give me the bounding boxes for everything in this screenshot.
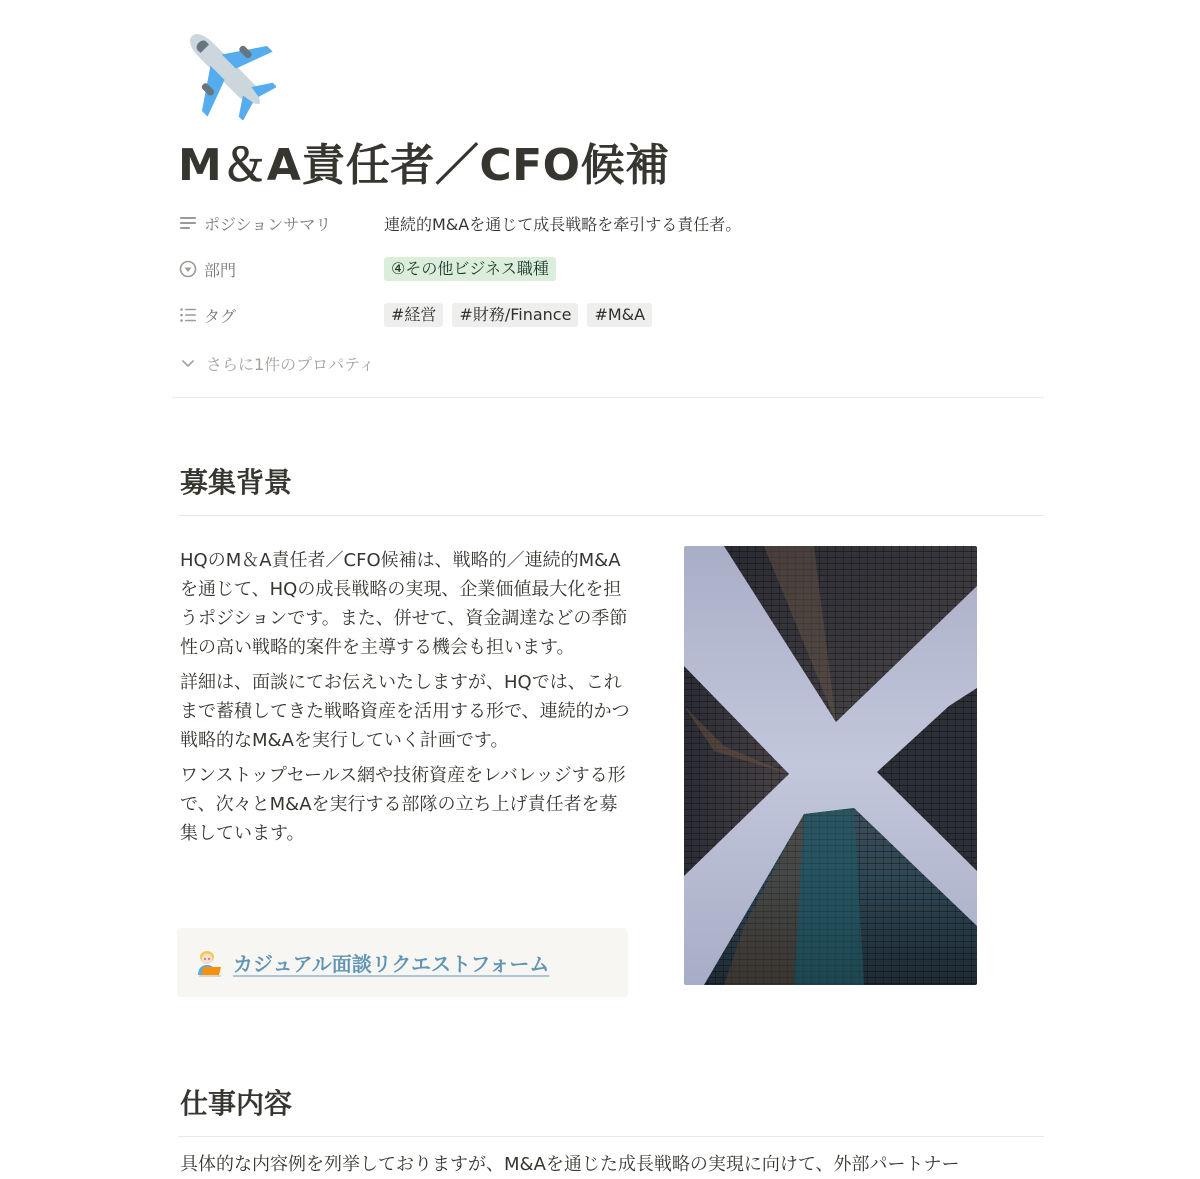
property-label[interactable] [178, 298, 378, 332]
paragraph[interactable]: ワンストップセールス網や技術資産をレバレッジする形で、次々とM&Aを実行する部隊の立ち上げ責任者を募集しています。 [180, 765, 626, 844]
skyscrapers-photo[interactable] [684, 546, 977, 985]
property-value[interactable] [384, 252, 556, 286]
section-heading-background[interactable]: 募集背景 [180, 466, 293, 499]
paragraph[interactable]: 具体的な内容例を列挙しておりますが、M&Aを通じた成長戦略の実現に向けて、外部パートナー [180, 1154, 960, 1175]
property-label-text: 部門 [204, 260, 237, 280]
chevron-down-icon [180, 355, 196, 371]
heading-divider [178, 515, 1044, 516]
heading-divider [178, 1136, 1044, 1137]
person-at-laptop-icon [193, 948, 223, 978]
paragraph[interactable]: 詳細は、面談にてお伝えいたしますが、HQでは、これまで蓄積してきた戦略資産を活用する形で、連続的かつ戦略的なM&Aを実行していく計画です。 [180, 672, 630, 751]
airplane-icon[interactable] [176, 20, 276, 120]
more-properties-label: さらに1件のプロパティ [206, 354, 375, 374]
properties-divider [172, 397, 1044, 398]
section-heading-job-description[interactable]: 仕事内容 [180, 1087, 293, 1120]
summary-text: 連続的M&Aを通じて成長戦略を牽引する責任者。 [384, 214, 742, 234]
casual-interview-form-link[interactable]: カジュアル面談リクエストフォーム [233, 952, 550, 976]
background-text-column [180, 546, 630, 854]
property-value[interactable] [384, 298, 652, 332]
property-label[interactable] [178, 206, 378, 240]
page-title[interactable]: M＆A責任者／CFO候補 [178, 140, 670, 191]
tag-chip: #M&A [587, 303, 652, 327]
paragraph[interactable]: HQのM＆A責任者／CFO候補は、戦略的／連続的M&Aを通じて、HQの成長戦略の実現、企業価値最大化を担うポジションです。また、併せて、資金調達などの季節性の高い戦略的案件を主導する機会も担います。 [180, 550, 628, 658]
list-icon [178, 305, 198, 325]
more-properties-toggle[interactable] [180, 348, 375, 378]
property-value[interactable] [384, 206, 741, 240]
casual-interview-callout [177, 928, 628, 997]
property-label[interactable] [178, 252, 378, 286]
property-label-text: タグ [204, 306, 237, 326]
tag-chip: #経営 [384, 303, 443, 327]
property-label-text: ポジションサマリ [204, 214, 332, 234]
tag-chip: #財務/Finance [452, 303, 578, 327]
property-row-tags [178, 298, 1044, 332]
property-row-summary [178, 206, 1044, 240]
text-lines-icon [178, 213, 198, 233]
department-tag: ④その他ビジネス職種 [384, 257, 556, 281]
select-icon [178, 259, 198, 279]
property-row-department [178, 252, 1044, 286]
